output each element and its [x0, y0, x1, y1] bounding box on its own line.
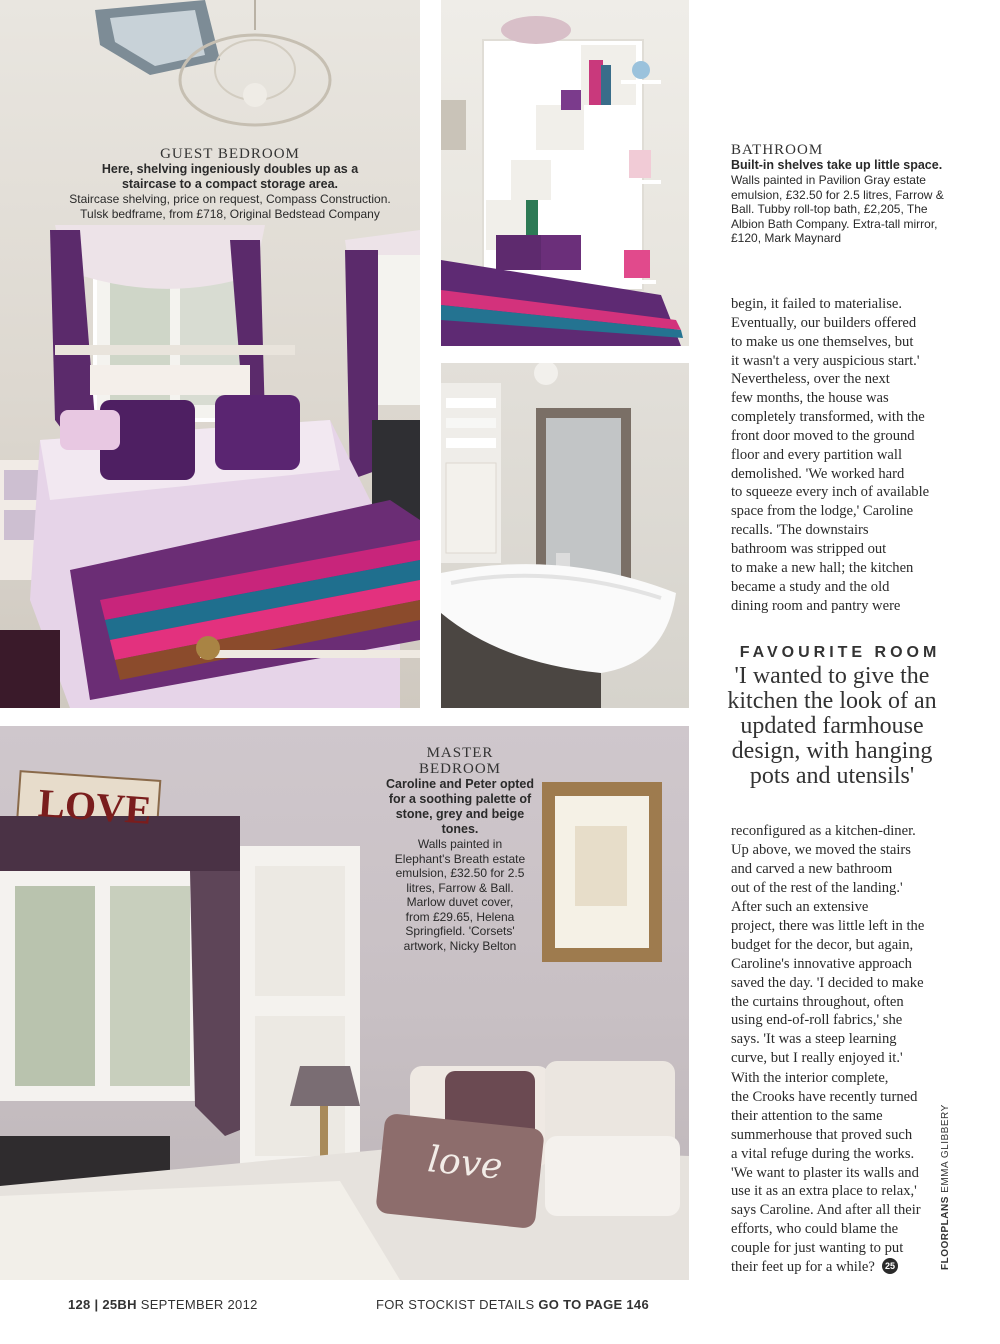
- page-number: 128: [68, 1297, 91, 1312]
- stockist-prefix: FOR STOCKIST DETAILS: [376, 1297, 535, 1312]
- article-end-mark: 25: [882, 1258, 898, 1274]
- bathroom-caption-title: BATHROOM: [731, 142, 824, 158]
- footer-separator: |: [94, 1297, 99, 1312]
- pullquote-text: 'I wanted to give the kitchen the look of an updated farmhouse design, with hanging pots and utensils': [727, 663, 937, 789]
- guest-bedroom-caption-body: Staircase shelving, price on request, Compass Construction. Tulsk bedframe, from £718, Original Bedstead Company: [69, 192, 391, 221]
- floorplans-credit-label: FLOORPLANS: [940, 1196, 951, 1270]
- article-paragraph-2: Nevertheless, over the next few months, the house was completely transformed, with the front door moved to the ground floor and every partition wall demolished. 'We worked hard to squeeze every inch of available space from the lodge,' Caroline recalls. 'The downstairs bathroom was stripped out to make a new hall; the kitchen became a study and the old dining room and pantry were: [731, 371, 930, 614]
- bathroom-bath-illustration: [441, 363, 689, 708]
- love-sign-text: LOVE: [36, 780, 154, 833]
- bathroom-caption-body: Walls painted in Pavilion Gray estate emulsion, £32.50 for 2.5 litres, Farrow & Ball. Tubby roll-top bath, £2,205, The Albion Bath Company. Extra-tall mirror, £120, Mark Maynard: [731, 173, 944, 245]
- bathroom-shelves-illustration: [441, 0, 689, 346]
- magazine-name: 25BH: [102, 1297, 137, 1312]
- guest-bedroom-illustration: [0, 0, 420, 708]
- master-bedroom-caption: [385, 745, 535, 953]
- bathroom-bath-photo: [441, 363, 689, 708]
- floorplans-credit-name: EMMA GLIBBERY: [940, 1104, 951, 1193]
- guest-bedroom-photo: [0, 0, 420, 708]
- bathroom-caption: [731, 142, 961, 246]
- page-footer-right: [376, 1297, 649, 1312]
- guest-bedroom-caption-title: GUEST BEDROOM: [160, 146, 300, 162]
- guest-bedroom-caption-lead: Here, shelving ingeniously doubles up as a staircase to a compact storage area.: [101, 162, 359, 191]
- master-bedroom-caption-title: MASTER BEDROOM: [418, 745, 501, 777]
- article-paragraph-5: With the interior complete, the Crooks have recently turned their attention to the same summerhouse that proved such a vital refuge during the works. 'We want to plaster its walls and use it as an extra place to relax,' says Caroline. And after all their efforts, who could blame the couple for just wanting to put their feet up for a while?: [731, 1070, 921, 1276]
- master-bedroom-caption-body: Walls painted in Elephant's Breath estate emulsion, £32.50 for 2.5 litres, Farrow & Ball. Marlow duvet cover, from £29.65, Helena Springfield. 'Corsets' artwork, Nicky Belton: [394, 837, 526, 953]
- bathroom-caption-lead: Built-in shelves take up little space.: [731, 158, 943, 172]
- page-footer-left: [68, 1297, 258, 1312]
- pullquote-label: FAVOURITE ROOM: [739, 644, 941, 661]
- guest-bedroom-caption: [60, 146, 400, 221]
- article-paragraph-3: reconfigured as a kitchen-diner. Up above, we moved the stairs and carved a new bathroom out of the rest of the landing.': [731, 823, 916, 896]
- love-cushion-text: love: [425, 1139, 505, 1188]
- stockist-link[interactable]: GO TO PAGE 146: [538, 1297, 649, 1312]
- bathroom-shelves-photo: [441, 0, 689, 346]
- floorplans-credit: [940, 1104, 951, 1270]
- article-paragraph-4: After such an extensive project, there was little left in the budget for the decor, but again, Caroline's innovative approach saved the day. 'I decided to make the curtains throughout, often using end-of-roll fabrics,' she says. 'It was a steep learning curve, but I really enjoyed it.': [731, 899, 925, 1067]
- master-bedroom-caption-lead: Caroline and Peter opted for a soothing palette of stone, grey and beige tones.: [386, 777, 534, 836]
- issue-date: SEPTEMBER 2012: [140, 1297, 258, 1312]
- article-paragraph-1: begin, it failed to materialise. Eventually, our builders offered to make us one themselves, but it wasn't a very auspicious start.': [731, 296, 920, 369]
